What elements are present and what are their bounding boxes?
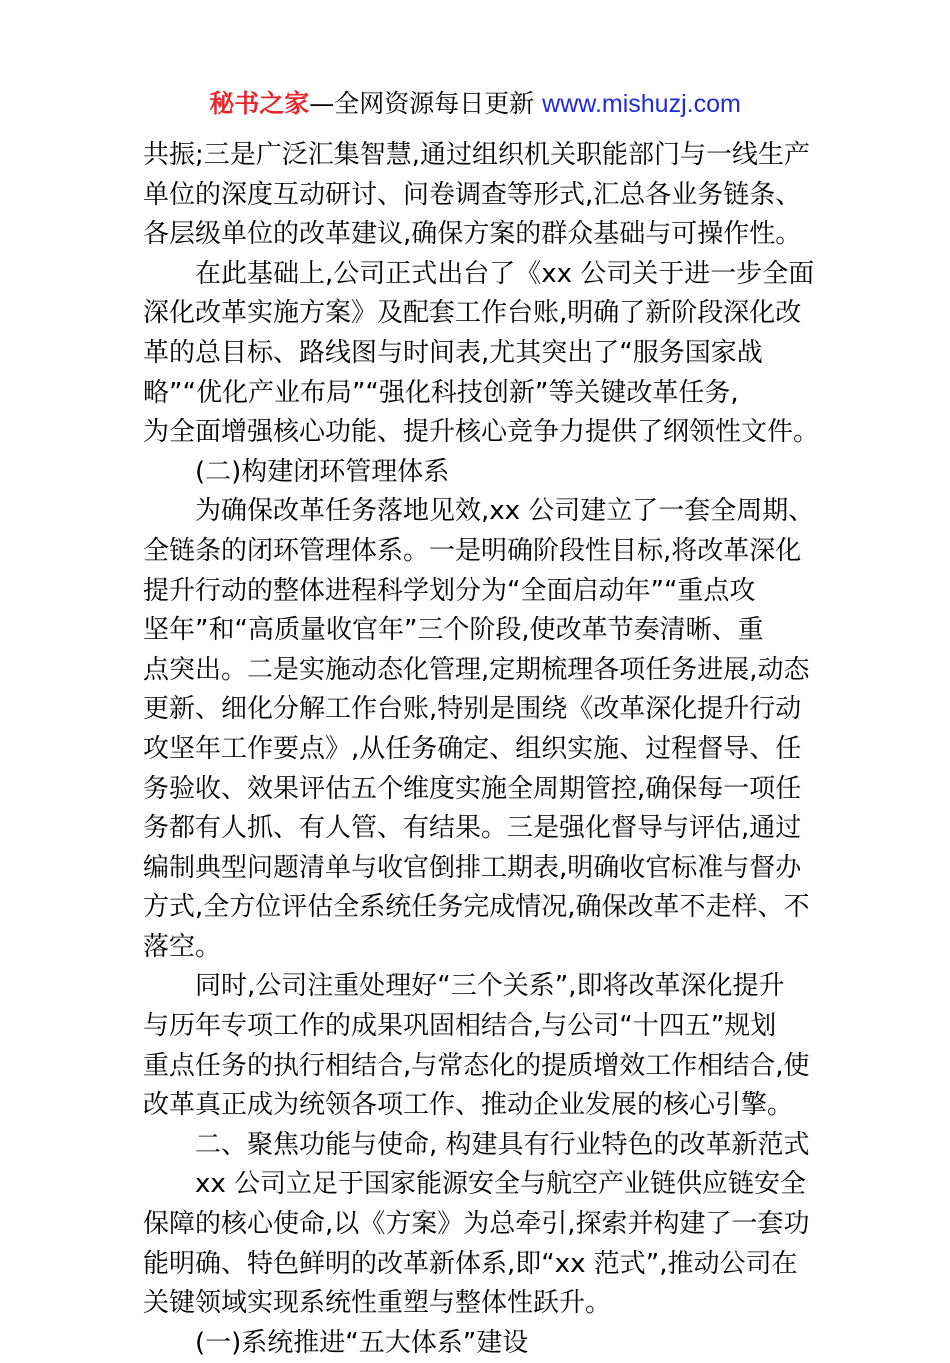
text-line: 二、聚焦功能与使命, 构建具有行业特色的改革新范式 (195, 1129, 810, 1160)
text-line: 提升行动的整体进程科学划分为“全面启动年”“重点攻 (143, 575, 756, 606)
text-line: 重点任务的执行相结合,与常态化的提质增效工作相结合,使 (143, 1050, 810, 1081)
site-url-link[interactable]: www.mishuzj.com (542, 90, 741, 118)
text-line: 深化改革实施方案》及配套工作台账,明确了新阶段深化改 (143, 298, 802, 329)
text-line: 落空。 (143, 931, 222, 962)
text-line: 在此基础上,公司正式出台了《xx 公司关于进一步全面 (195, 258, 815, 289)
text-line: 单位的深度互动研讨、问卷调查等形式,汇总各业务链条、 (143, 179, 802, 210)
text-line: 编制典型问题清单与收官倒排工期表,明确收官标准与督办 (143, 852, 802, 883)
text-line: 改革真正成为统领各项工作、推动企业发展的核心引擎。 (143, 1090, 794, 1121)
text-line: 与历年专项工作的成果巩固相结合,与公司“十四五”规划 (143, 1011, 777, 1042)
text-line: 关键领域实现系统性重塑与整体性跃升。 (143, 1288, 612, 1319)
text-line: 务验收、效果评估五个维度实施全周期管控,确保每一项任 (143, 773, 802, 804)
text-line: xx 公司立足于国家能源安全与航空产业链供应链安全 (195, 1169, 807, 1200)
text-line: 点突出。二是实施动态化管理,定期梳理各项任务进展,动态 (143, 654, 810, 685)
site-header (0, 86, 950, 122)
text-line: 更新、细化分解工作台账,特别是围绕《改革深化提升行动 (143, 694, 802, 725)
text-line: 务都有人抓、有人管、有结果。三是强化督导与评估,通过 (143, 813, 802, 844)
text-line: 能明确、特色鲜明的改革新体系,即“xx 范式”,推动公司在 (143, 1248, 798, 1279)
header-tagline: —全网资源每日更新 (309, 89, 543, 118)
document-body (143, 136, 823, 1363)
text-line: (一)系统推进“五大体系”建设 (195, 1327, 529, 1358)
text-line: 为全面增强核心功能、提升核心竞争力提供了纲领性文件。 (143, 417, 820, 448)
brand-name: 秘书之家 (209, 89, 310, 118)
text-line: 共振;三是广泛汇集智慧,通过组织机关职能部门与一线生产 (143, 140, 811, 170)
text-line: 攻坚年工作要点》,从任务确定、组织实施、过程督导、任 (143, 733, 802, 764)
text-line: 全链条的闭环管理体系。一是明确阶段性目标,将改革深化 (143, 535, 802, 566)
text-line: (二)构建闭环管理体系 (195, 456, 450, 487)
text-line: 为确保改革任务落地见效,xx 公司建立了一套全周期、 (195, 496, 815, 527)
text-line: 坚年”和“高质量收官年”三个阶段,使改革节奏清晰、重 (143, 615, 764, 646)
text-line: 革的总目标、路线图与时间表,尤其突出了“服务国家战 (143, 337, 763, 368)
text-line: 保障的核心使命,以《方案》为总牵引,探索并构建了一套功 (143, 1209, 810, 1240)
text-line: 略”“优化产业布局”“强化科技创新”等关键改革任务, (143, 377, 739, 408)
text-line: 同时,公司注重处理好“三个关系”,即将改革深化提升 (195, 971, 785, 1002)
text-line: 各层级单位的改革建议,确保方案的群众基础与可操作性。 (143, 219, 802, 250)
text-line: 方式,全方位评估全系统任务完成情况,确保改革不走样、不 (143, 892, 810, 923)
